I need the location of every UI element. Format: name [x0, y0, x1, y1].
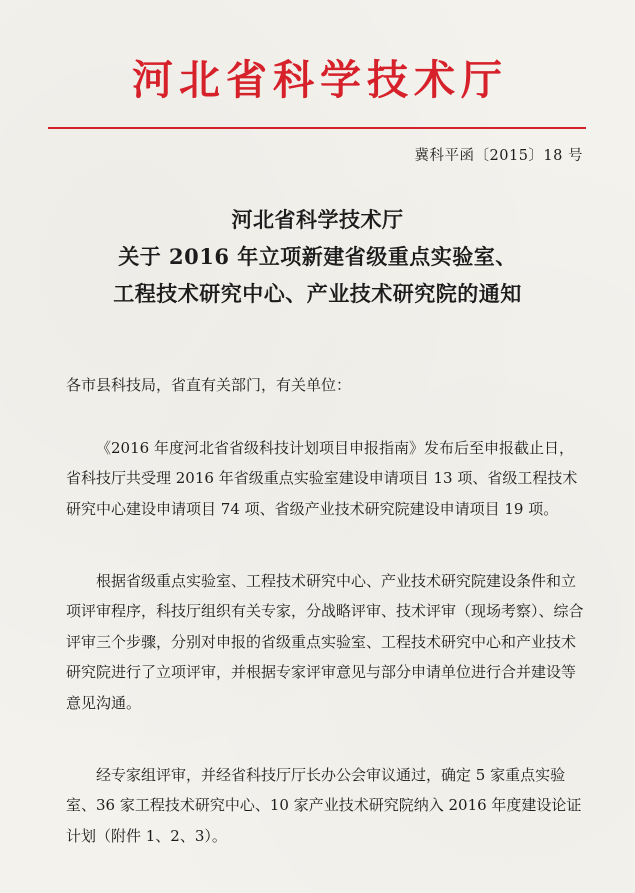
paragraph-3: 经专家组评审，并经省科技厅厅长办公会审议通过，确定 5 家重点实验室、36 家工程技术研究中心、10 家产业技术研究院纳入 2016 年度建设论证计划（附件 1、2、3）。	[66, 765, 582, 845]
title-line-1: 河北省科学技术厅	[231, 207, 404, 232]
document-title	[30, 201, 605, 312]
salutation: 各市县科技局，省直有关部门，有关单位：	[66, 375, 352, 394]
red-divider-line	[48, 127, 586, 129]
document-body	[66, 339, 586, 893]
paragraph-1: 《2016 年度河北省省级科技计划项目申报指南》发布后至申报截止日，省科技厅共受理 2016 年省级重点实验室建设申请项目 13 项、省级工程技术研究中心建设申请项目 74 项、省级产业技术研究院建设申请项目 19 项。	[66, 438, 578, 518]
title-line-2: 关于 2016 年立项新建省级重点实验室、	[118, 244, 517, 269]
title-line-3: 工程技术研究中心、产业技术研究院的通知	[113, 281, 522, 306]
document-number: 冀科平函〔2015〕18 号	[414, 148, 583, 164]
paragraph-2: 根据省级重点实验室、工程技术研究中心、产业技术研究院建设条件和立项评审程序，科技厅组织有关专家，分战略评审、技术评审（现场考察）、综合评审三个步骤，分别对申报的省级重点实验室、工程技术研究中心和产业技术研究院进行了立项评审，并根据专家评审意见与部分申请单位进行合并建设等意见沟通。	[66, 571, 584, 712]
agency-masthead: 河北省科学技术厅	[132, 56, 508, 104]
